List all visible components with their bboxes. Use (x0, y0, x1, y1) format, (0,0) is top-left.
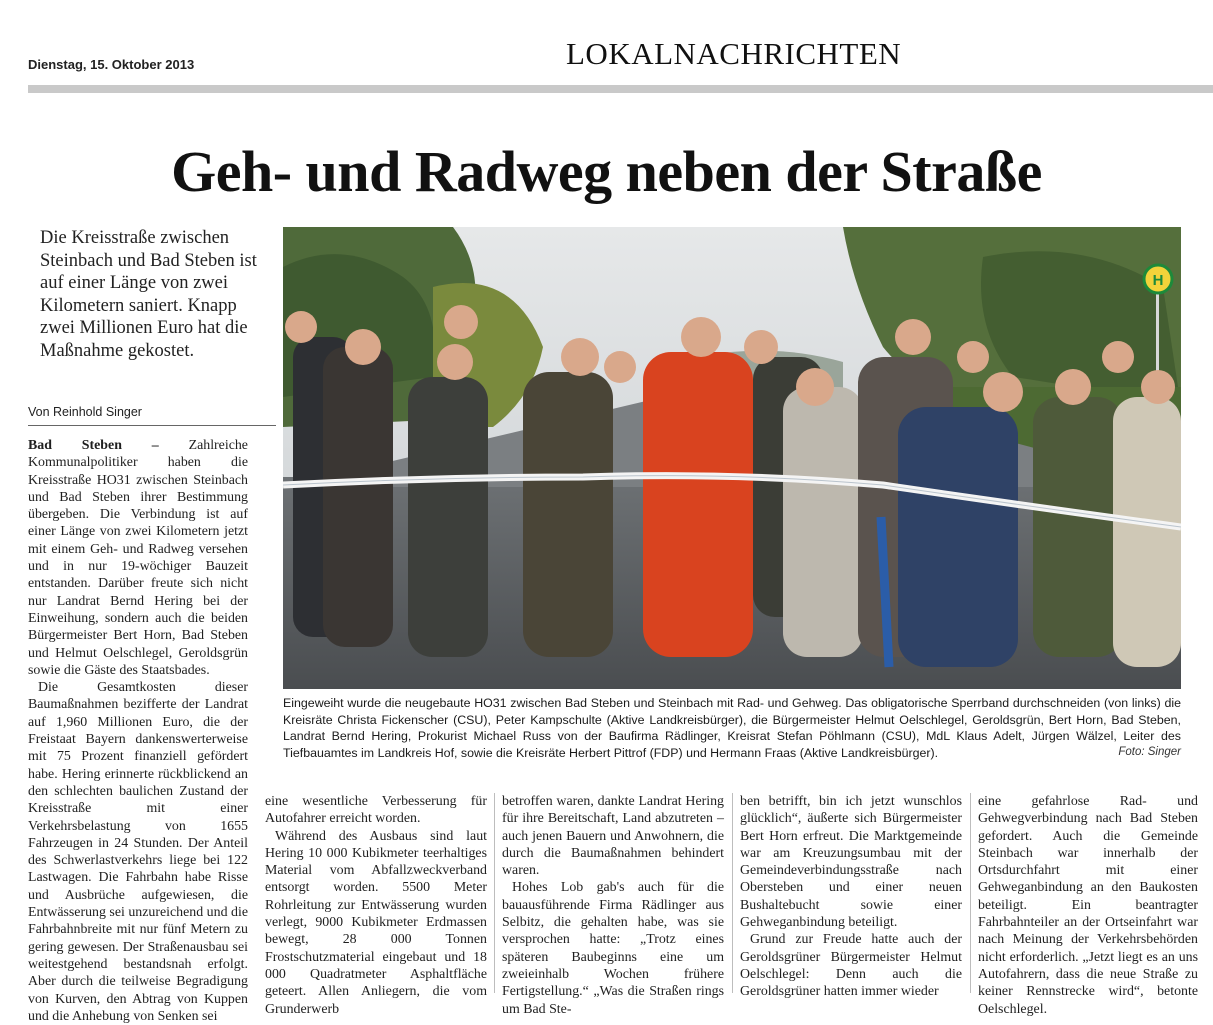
column-4-paragraph-1: ben betrifft, bin ich jetzt wunschlos glücklich“, äußerte sich Bürgermeister Bert Horn erfreut. Die Marktgemeinde war am Kreuzungsumbau mit der Gemeindeverbindungsstraße nach Obersteben und einer neuen Bushaltebucht sowie einer Gehweganbindung beteiligt. (740, 794, 962, 931)
column-divider (494, 793, 495, 993)
dateline: Bad Steben – (28, 438, 159, 453)
issue-date: Dienstag, 15. Oktober 2013 (28, 57, 195, 72)
article-byline: Von Reinhold Singer (28, 405, 142, 419)
column-4-paragraph-2: Grund zur Freude hatte auch der Geroldsgrüner Bürgermeister Helmut Oelschlegel: Denn auch die Geroldsgrüner hatten immer wieder (740, 932, 962, 1000)
bus-stop-sign: H (1152, 272, 1164, 289)
column-3-paragraph-2: Hohes Lob gab's auch für die bauausführende Firma Rädlinger aus Selbitz, die gehalten habe, was sie versprochen hatte: „Trotz eines späteren Baubeginns eine um zweieinhalb Wochen frühere Fertigstellung.“ „Was die Straßen rings um Bad Ste- (502, 880, 724, 1017)
column-divider (970, 793, 971, 993)
article-headline: Geh- und Radweg neben der Straße (171, 139, 1042, 204)
column-divider (732, 793, 733, 993)
photo-credit: Foto: Singer (1118, 746, 1181, 758)
column-1-paragraph-1 (28, 437, 248, 679)
article-column-5 (978, 793, 1198, 1018)
article-column-3 (502, 793, 724, 1018)
byline-rule (28, 425, 276, 426)
header-rule (28, 85, 1213, 93)
article-teaser: Die Kreisstraße zwischen Steinbach und Bad Steben ist auf einer Länge von zwei Kilometern saniert. Knapp zwei Millionen Euro hat die Maßnahme gekostet. (40, 228, 257, 361)
column-3-paragraph-1: betroffen waren, dankte Landrat Hering für ihre Bereitschaft, Land abzutreten – auch jenen Bauern und Anwohnern, die durch die Baumaßnahmen behindert waren. (502, 794, 724, 879)
column-2-paragraph-1: eine wesentliche Verbesserung für Autofahrer erreicht worden. (265, 794, 487, 827)
column-2-paragraph-2: Während des Ausbaus sind laut Hering 10 000 Kubikmeter teerhaltiges Material vom Abfallzweckverband entsorgt worden. 5500 Meter Rohrleitung zur Entwässerung wurden verlegt, 9000 Kubikmeter Erdmassen bewegt, 28 000 Tonnen Frostschutzmaterial eingebaut und 18 000 Quadratmeter Asphaltfläche geteert. Allen Anliegern, die vom Grunderwerb (265, 828, 487, 1017)
column-1-text-1: Zahlreiche Kommunalpolitiker haben die Kreisstraße HO31 zwischen Steinbach und Bad Steben ihrer Bestimmung übergeben. Die Verbindung ist auf einer Länge von zwei Kilometern jetzt mit einem Geh- und Radweg versehen und in nur 19-wöchiger Bauzeit entstanden. Darüber freute sich nicht nur Landrat Bernd Hering bei der Einweihung, sondern auch die beiden Bürgermeister Bert Horn, Bad Steben und Helmut Oelschlegel, Geroldsgrün sowie die Gäste des Staatsbades. (28, 438, 248, 678)
article-column-4 (740, 793, 962, 1001)
article-photo (283, 227, 1181, 689)
photo-caption: Eingeweiht wurde die neugebaute HO31 zwischen Bad Steben und Steinbach mit Rad- und Gehweg. Das obligatorische Sperrband durchschneiden (von links) die Kreisräte Christa Fickenscher (CSU), Peter Kampschulte (Aktive Landkreisbürger), die Bürgermeister Helmut Oelschlegel, Geroldsgrün, Bert Horn, Bad Steben, Landrat Bernd Hering, Prokurist Michael Russ von der Baufirma Rädlinger, Kreisrat Stefan Pöhlmann (CSU), MdL Klaus Adelt, Jürgen Wälzel, Leiter des Tiefbauamtes im Landkreis Hof, sowie die Kreisräte Herbert Pittrof (FDP) und Hermann Fraas (Aktive Landkreisbürger). (283, 696, 1181, 760)
article-column-1 (28, 437, 248, 1025)
column-1-paragraph-2: Die Gesamtkosten dieser Baumaßnahmen bezifferte der Landrat auf 1,960 Millionen Euro, die der Freistaat Bayern dankenswerterweise mit 75 Prozent finanziell gefördert habe. Hering erinnerte rückblickend an den schlechten baulichen Zustand der Kreisstraße mit einer Verkehrsbelastung von 1655 Fahrzeugen in 24 Stunden. Der Anteil des Schwerlastverkehrs liege bei 122 Lastwagen. Die Fahrbahn habe Risse und Ausbrüche aufgewiesen, die Entwässerung sei unzureichend und die Fahrbahnbreite mit nur fünf Metern zu gering gewesen. Der Straßenausbau sei weitestgehend bestandsnah erfolgt. Aber durch die teilweise Begradigung von Kurven, den Abtrag von Kuppen und die Anhebung von Senken sei (28, 680, 248, 1024)
column-5-paragraph-1: eine gefahrlose Rad- und Gehwegverbindung nach Bad Steben gefordert. Auch die Gemeinde Steinbach war innerhalb der Ortsdurchfahrt mit einer Gehweganbindung an den Baukosten beteiligt. Ein beantragter Fahrbahnteiler an der Ortseinfahrt war nach Meinung der Verkehrsbehörden nicht erforderlich. „Jetzt liegt es an uns Autofahrern, dass die neue Straße zu keiner Rennstrecke wird“, betonte Oelschlegel. (978, 794, 1198, 1017)
photo-illustration (283, 227, 1181, 689)
section-title: LOKALNACHRICHTEN (566, 36, 902, 71)
article-column-2 (265, 793, 487, 1018)
